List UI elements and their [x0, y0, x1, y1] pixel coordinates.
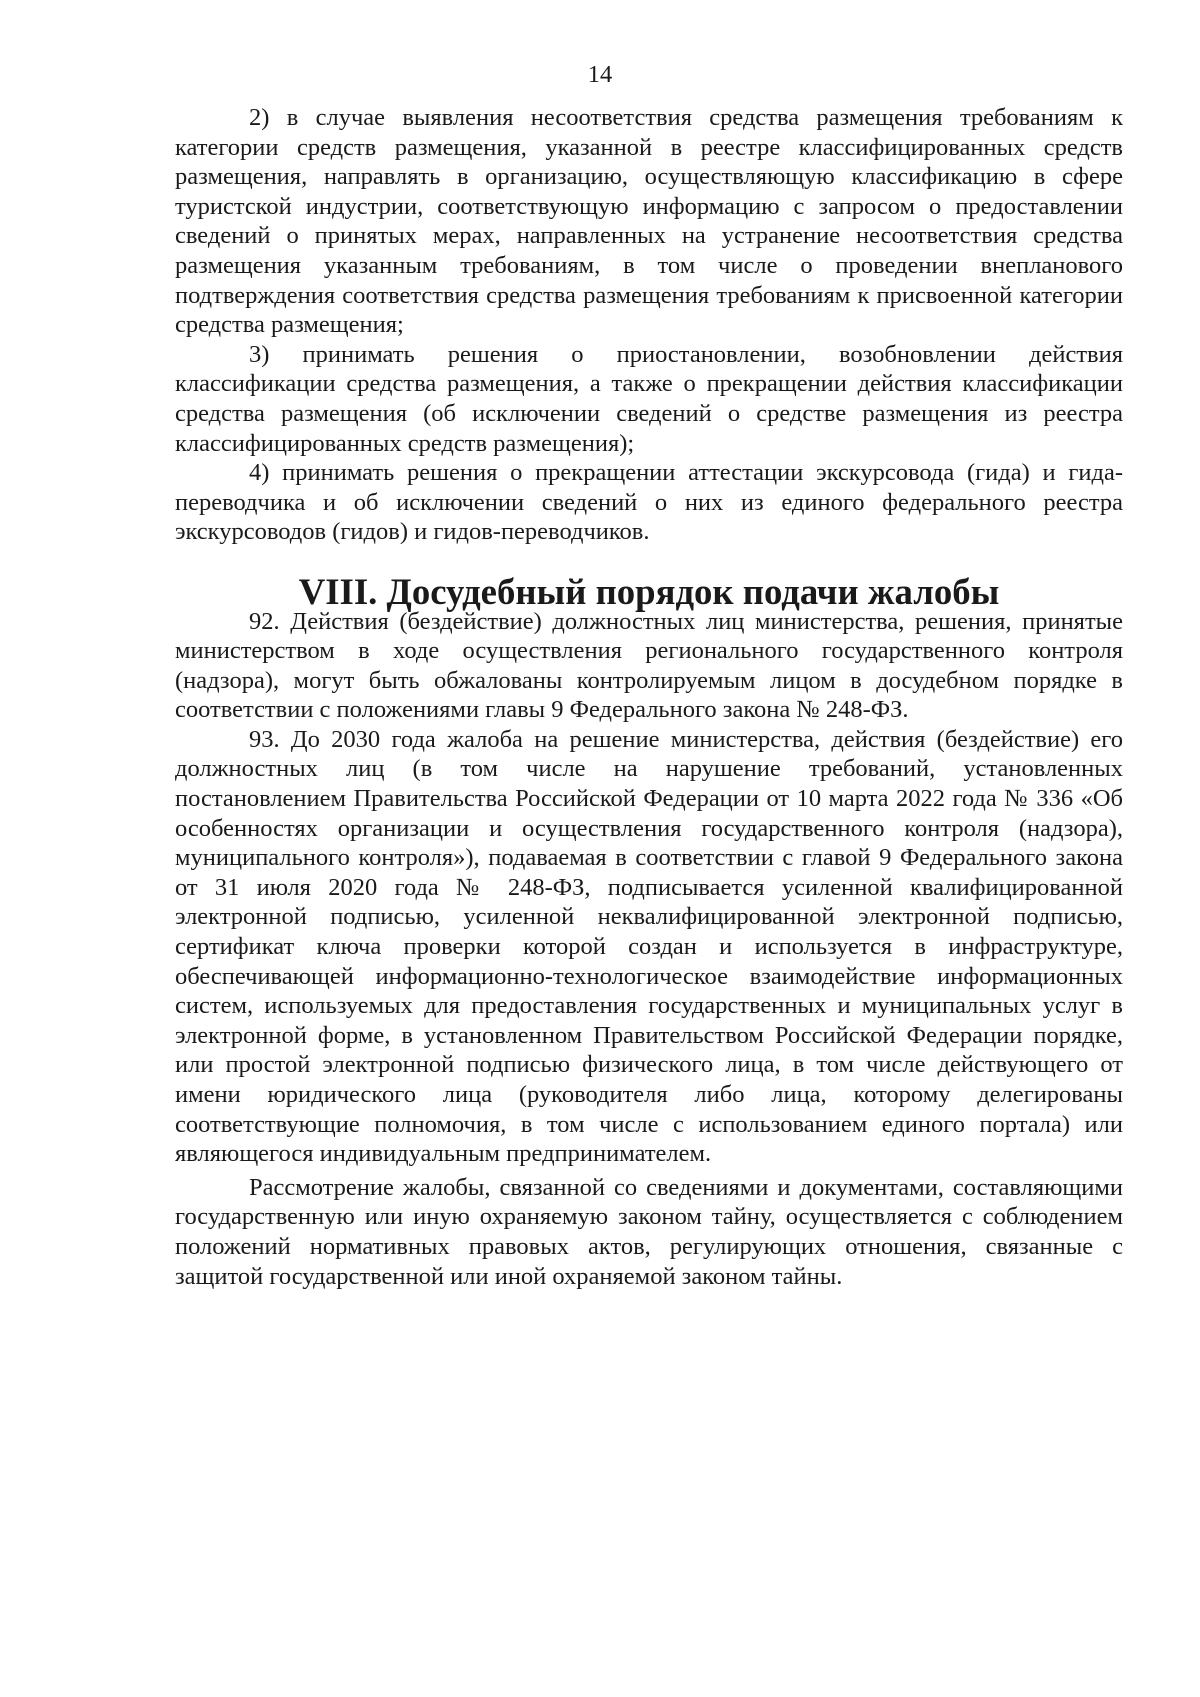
paragraph-93: 93. До 2030 года жалоба на решение министерства, действия (бездействие) его должностных лиц (в том числе на нарушение требований, установленных постановлением Правительства Российской Федерации от 10 марта 2022 года № 336 «Об особенностях организации и осуществления государственного контроля (надзора), муниципального контроля»), подаваемая в соответствии с главой 9 Федерального закона от 31 июля 2020 года № 248-ФЗ, подписывается усиленной квалифицированной электронной подписью, усиленной неквалифицированной электронной подписью, сертификат ключа проверки которой создан и используется в инфраструктуре, обеспечивающей информационно-технологическое взаимодействие информационных систем, используемых для предоставления государственных и муниципальных услуг в электронной форме, в установленном Правительством Российской Федерации порядке, или простой электронной подписью физического лица, в том числе действующего от имени юридического лица (руководителя либо лица, которому делегированы соответствующие полномочия, в том числе с использованием единого портала) или являющегося индивидуальным предпринимателем.: [175, 725, 1123, 1168]
section-title: VIII. Досудебный порядок подачи жалобы: [298, 570, 1000, 612]
paragraph-92: 92. Действия (бездействие) должностных лиц министерства, решения, принятые министерством в ходе осуществления регионального государственного контроля (надзора), могут быть обжалованы контролируемым лицом в досудебном порядке в соответствии с положениями главы 9 Федерального закона № 248-ФЗ.: [175, 607, 1123, 724]
page-content: [175, 103, 1123, 1291]
paragraph-confidential-review: Рассмотрение жалобы, связанной со сведениями и документами, составляющими государственную или иную охраняемую законом тайну, осуществляется с соблюдением положений нормативных правовых актов, регулирующих отношения, связанные с защитой государственной или иной охраняемой законом тайны.: [175, 1173, 1123, 1290]
paragraph-item-3: 3) принимать решения о приостановлении, возобновлении действия классификации средства размещения, а также о прекращении действия классификации средства размещения (об исключении сведений о средстве размещения из реестра классифицированных средств размещения);: [175, 340, 1123, 457]
paragraph-item-4: 4) принимать решения о прекращении аттестации экскурсовода (гида) и гида-переводчика и об исключении сведений о них из единого федерального реестра экскурсоводов (гидов) и гидов-переводчиков.: [175, 459, 1123, 546]
paragraph-item-2: 2) в случае выявления несоответствия средства размещения требованиям к категории средств размещения, указанной в реестре классифицированных средств размещения, направлять в организацию, осуществляющую классификацию в сфере туристской индустрии, соответствующую информацию с запросом о предоставлении сведений о принятых мерах, направленных на устранение несоответствия средства размещения указанным требованиям, в том числе о проведении внепланового подтверждения соответствия средства размещения требованиям к присвоенной категории средства размещения;: [175, 104, 1123, 339]
page-number: 14: [587, 61, 613, 88]
